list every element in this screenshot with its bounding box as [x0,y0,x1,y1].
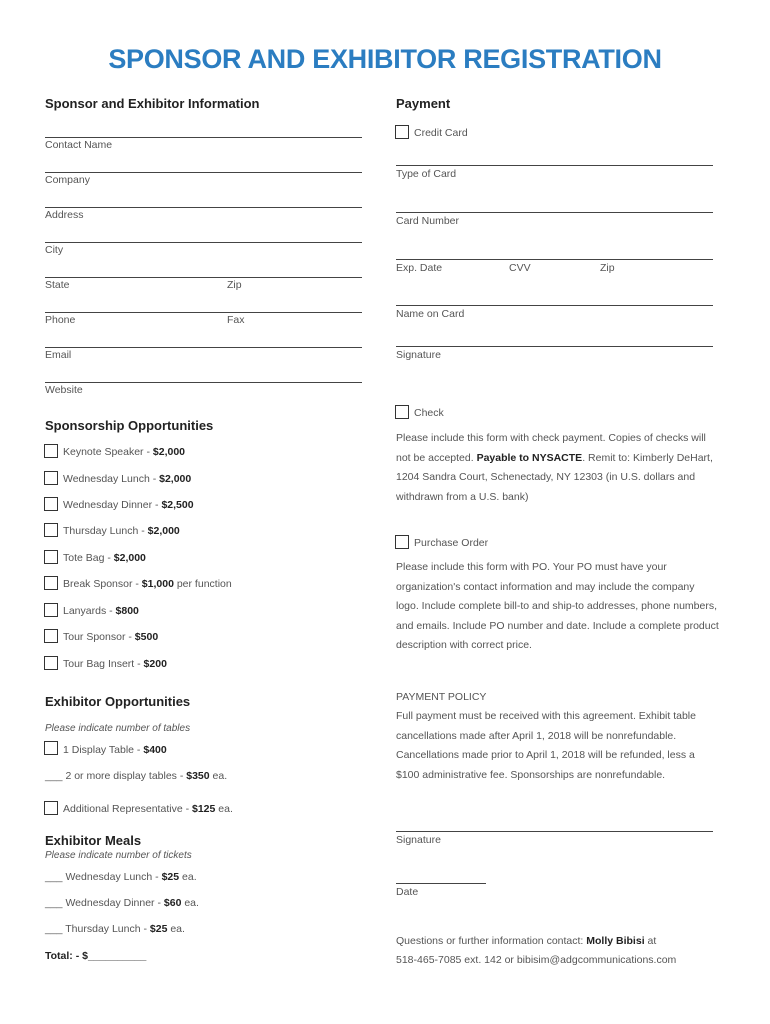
purchase-order-label: Purchase Order [414,537,489,549]
meal-item: ___ Wednesday Dinner - $60 ea. [45,897,199,909]
wednesday-dinner-checkbox[interactable] [44,497,58,511]
state-label: State [45,279,70,291]
date-field[interactable] [396,883,486,884]
policy-text: Full payment must be received with this agreement. Exhibit table cancellations made after April 1, 2018 will be nonrefundable. Cancellations made prior to April 1, 2018 will be refunded, less a $100 administrative fee. Sponsorships are nonrefundable. [396,710,696,781]
type-of-card-label: Type of Card [396,168,457,180]
exp-date-label: Exp. Date [396,262,443,274]
card-zip-label: Zip [600,262,615,274]
sponsorship-item: Keynote Speaker - $2,000 [63,446,186,458]
cvv-label: CVV [509,262,531,274]
break-sponsor-checkbox[interactable] [44,576,58,590]
sponsorship-item: Wednesday Dinner - $2,500 [63,499,194,511]
credit-card-checkbox[interactable] [395,125,409,139]
lanyards-checkbox[interactable] [44,603,58,617]
address-label: Address [45,209,84,221]
multi-display-table-label: ___ 2 or more display tables - $350 ea. [45,770,228,782]
phone-label: Phone [45,314,76,326]
meal-count-blank[interactable]: ___ [45,871,63,883]
tour-bag-insert-checkbox[interactable] [44,656,58,670]
po-instructions: Please include this form with PO. Your PO must have your organization's contact information and may include the company logo. Include complete bill-to and ship-to addresses, phone numbers, and emails. Include PO number and date. Include a complete product description with correct price. [396,561,719,651]
display-table-checkbox[interactable] [44,741,58,755]
city-field[interactable] [45,242,362,243]
exhibitor-note: Please indicate number of tables [45,723,191,734]
meal-count-blank[interactable]: ___ [45,897,63,909]
contact-details: 518-465-7085 ext. 142 or bibisim@adgcommunications.com [396,954,677,966]
sponsorship-heading: Sponsorship Opportunities [45,418,214,433]
name-on-card-label: Name on Card [396,308,465,320]
wednesday-lunch-checkbox[interactable] [44,471,58,485]
phone-fax-field[interactable] [45,312,362,313]
sponsor-info-heading: Sponsor and Exhibitor Information [45,96,260,111]
meals-heading: Exhibitor Meals [45,833,142,848]
fax-label: Fax [227,314,245,326]
display-table-label: 1 Display Table - $400 [63,744,167,756]
city-label: City [45,244,64,256]
meal-count-blank[interactable]: ___ [45,923,63,935]
policy-signature-field[interactable] [396,831,713,832]
additional-rep-checkbox[interactable] [44,801,58,815]
check-instructions: Please include this form with check payment. Copies of checks will not be accepted. Payable to NYSACTE. Remit to: Kimberly DeHart, 1204 Sandra Court, Schenectady, NY 12303 (in U.S. dollars and withdrawn from a U.S. bank) [396,432,713,503]
sponsorship-item: Break Sponsor - $1,000 per function [63,578,232,590]
check-label: Check [414,407,444,419]
meal-item: ___ Thursday Lunch - $25 ea. [45,923,185,935]
sponsorship-item: Tour Sponsor - $500 [63,631,159,643]
multi-display-blank[interactable]: ___ [45,770,63,782]
sponsorship-item: Lanyards - $800 [63,605,139,617]
sponsorship-item: Tote Bag - $2,000 [63,552,146,564]
keynote-speaker-checkbox[interactable] [44,444,58,458]
date-label: Date [396,886,419,898]
thursday-lunch-checkbox[interactable] [44,523,58,537]
contact-name-label: Contact Name [45,139,113,151]
sponsorship-item: Tour Bag Insert - $200 [63,658,167,670]
tote-bag-checkbox[interactable] [44,550,58,564]
company-label: Company [45,174,90,186]
zip-label: Zip [227,279,242,291]
meal-item: ___ Wednesday Lunch - $25 ea. [45,871,197,883]
payment-heading: Payment [396,96,451,111]
exp-cvv-zip-field[interactable] [396,259,713,260]
contact-line: Questions or further information contact: Molly Bibisi at [396,935,657,947]
meals-note: Please indicate number of tickets [45,850,192,861]
total-field[interactable]: Total: - $__________ [45,950,147,962]
name-on-card-field[interactable] [396,305,713,306]
type-of-card-field[interactable] [396,165,713,166]
check-checkbox[interactable] [395,405,409,419]
card-number-field[interactable] [396,212,713,213]
policy-signature-label: Signature [396,834,441,846]
sponsorship-item: Wednesday Lunch - $2,000 [63,473,192,485]
card-number-label: Card Number [396,215,460,227]
exhibitor-heading: Exhibitor Opportunities [45,694,191,709]
website-label: Website [45,384,83,396]
company-field[interactable] [45,172,362,173]
contact-name-field[interactable] [45,137,362,138]
address-field[interactable] [45,207,362,208]
additional-rep-label: Additional Representative - $125 ea. [63,803,233,815]
card-signature-field[interactable] [396,346,713,347]
email-label: Email [45,349,72,361]
sponsorship-item: Thursday Lunch - $2,000 [63,525,180,537]
card-signature-label: Signature [396,349,441,361]
credit-card-label: Credit Card [414,127,468,139]
website-field[interactable] [45,382,362,383]
purchase-order-checkbox[interactable] [395,535,409,549]
tour-sponsor-checkbox[interactable] [44,629,58,643]
email-field[interactable] [45,347,362,348]
state-zip-field[interactable] [45,277,362,278]
page-title: SPONSOR AND EXHIBITOR REGISTRATION [108,44,662,74]
policy-heading: PAYMENT POLICY [396,691,487,703]
